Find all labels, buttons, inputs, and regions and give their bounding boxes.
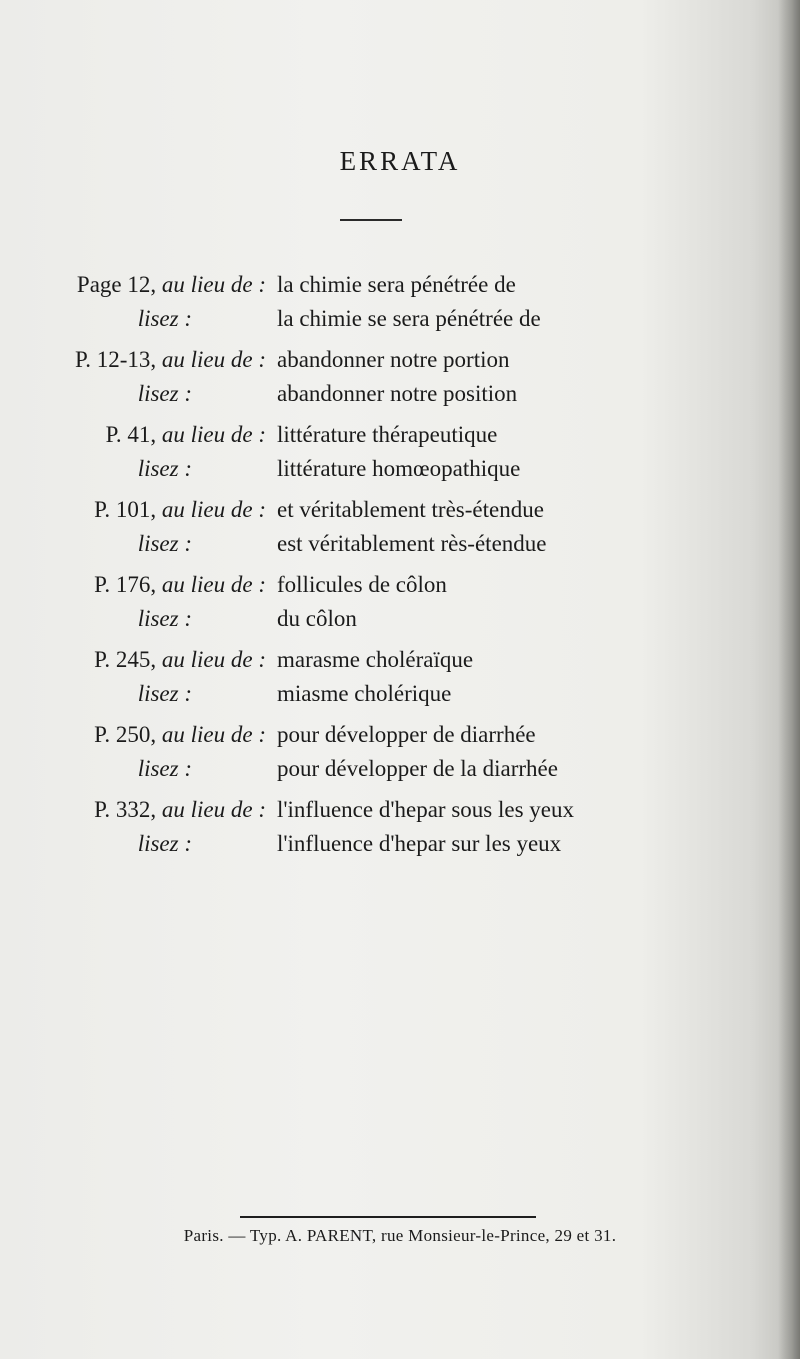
entry-page: Page 12,: [76, 272, 157, 297]
entry-right-text: miasme cholérique: [277, 681, 452, 706]
entry-right-text: la chimie se sera pénétrée de: [277, 306, 541, 331]
page-title: ERRATA: [339, 146, 461, 176]
errata-entry: [0, 647, 800, 722]
entry-wrong-text: follicules de côlon: [277, 572, 447, 597]
entry-label: au lieu de :: [161, 347, 266, 372]
entry-right-text: abandonner notre position: [277, 381, 518, 406]
entry-page: P. 245,: [94, 647, 157, 672]
entry-right-text: l'influence d'hepar sur les yeux: [277, 831, 562, 856]
entry-page: P. 332,: [94, 797, 157, 822]
entry-lisez: lisez :: [137, 456, 192, 481]
entry-right-text: est véritablement rès-étendue: [277, 531, 547, 556]
printer-imprint: Paris. — Typ. A. PARENT, rue Monsieur-le-Prince, 29 et 31.: [183, 1226, 617, 1245]
entry-wrong-text: la chimie sera pénétrée de: [277, 272, 516, 297]
entry-label: au lieu de :: [161, 797, 266, 822]
entry-label: au lieu de :: [161, 647, 266, 672]
entry-right-text: pour développer de la diarrhée: [277, 756, 558, 781]
entry-lisez: lisez :: [137, 381, 192, 406]
entry-page: P. 41,: [105, 422, 157, 447]
entry-lisez: lisez :: [137, 831, 192, 856]
errata-entry: [0, 722, 800, 797]
entry-lisez: lisez :: [137, 306, 192, 331]
entry-lisez: lisez :: [137, 756, 192, 781]
entry-page: P. 12-13,: [74, 347, 157, 372]
entry-label: au lieu de :: [161, 497, 266, 522]
title-divider: [340, 219, 402, 221]
entry-lisez: lisez :: [137, 681, 192, 706]
entry-right-text: littérature homœopathique: [277, 456, 521, 481]
entry-wrong-text: pour développer de diarrhée: [277, 722, 536, 747]
errata-entry: [0, 422, 800, 497]
entry-label: au lieu de :: [161, 272, 266, 297]
errata-entry: [0, 797, 800, 872]
errata-entry: [0, 572, 800, 647]
entry-wrong-text: marasme choléraïque: [277, 647, 474, 672]
errata-entry: [0, 272, 800, 347]
entry-label: au lieu de :: [161, 422, 266, 447]
footer-divider: [240, 1216, 536, 1218]
entry-label: au lieu de :: [161, 722, 266, 747]
entry-lisez: lisez :: [137, 606, 192, 631]
entry-wrong-text: l'influence d'hepar sous les yeux: [277, 797, 574, 822]
entry-right-text: du côlon: [277, 606, 357, 631]
entry-wrong-text: littérature thérapeutique: [277, 422, 498, 447]
entry-wrong-text: abandonner notre portion: [277, 347, 510, 372]
entry-page: P. 250,: [94, 722, 157, 747]
errata-list: [0, 272, 800, 872]
errata-entry: [0, 497, 800, 572]
entry-wrong-text: et véritablement très-étendue: [277, 497, 544, 522]
entry-lisez: lisez :: [137, 531, 192, 556]
errata-entry: [0, 347, 800, 422]
entry-label: au lieu de :: [161, 572, 266, 597]
entry-page: P. 101,: [94, 497, 157, 522]
entry-page: P. 176,: [94, 572, 157, 597]
